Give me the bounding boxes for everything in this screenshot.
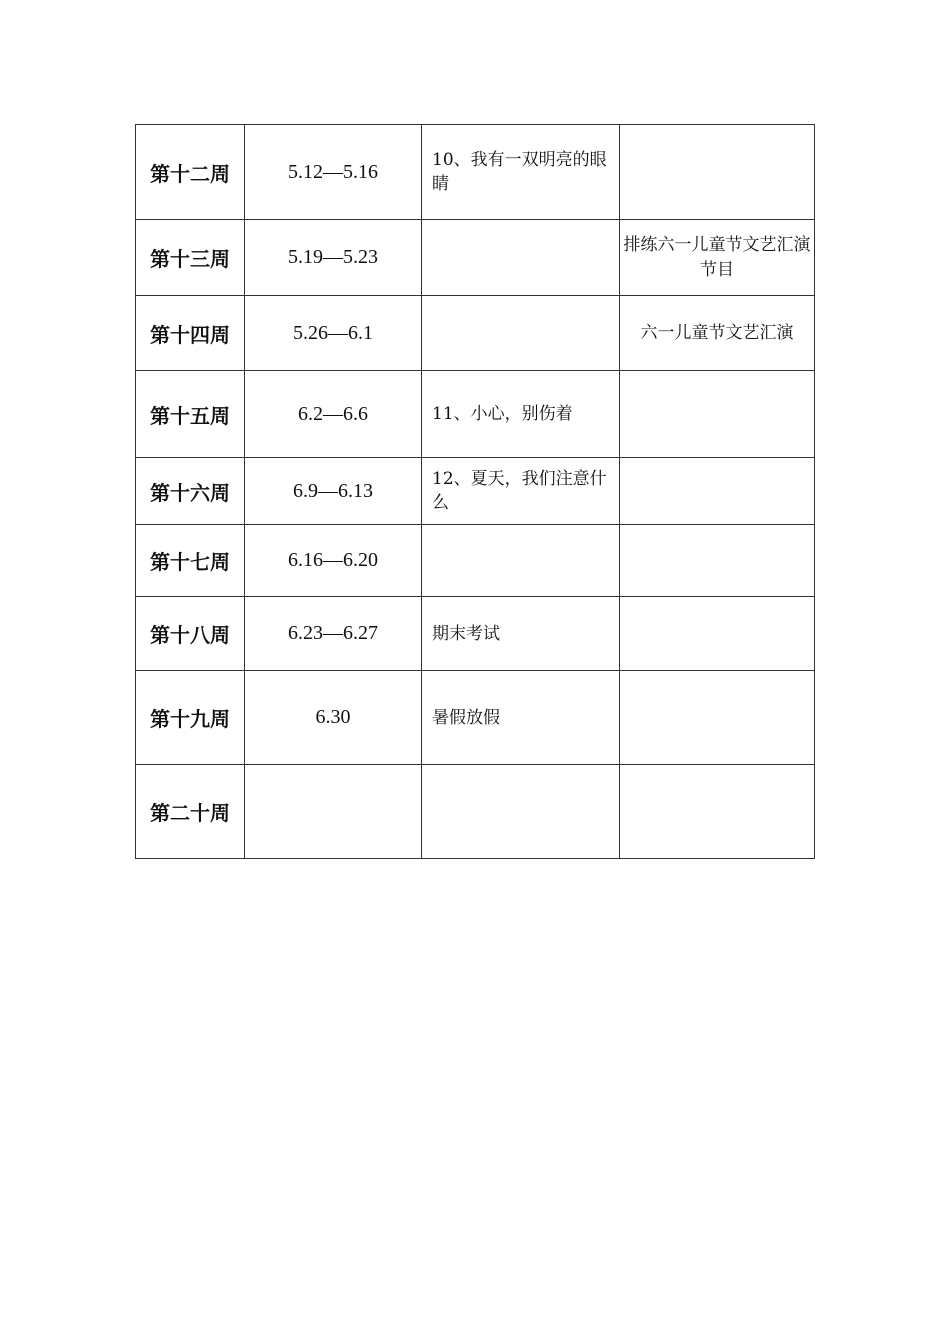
table-row xyxy=(136,525,815,597)
table-row xyxy=(136,371,815,458)
activity-cell xyxy=(620,125,815,220)
table-row xyxy=(136,220,815,296)
activity-cell xyxy=(620,525,815,597)
activity-cell xyxy=(620,765,815,859)
date-range-cell: 5.12—5.16 xyxy=(245,125,422,220)
date-range-cell: 6.30 xyxy=(245,671,422,765)
table-row xyxy=(136,671,815,765)
activity-cell xyxy=(620,671,815,765)
table-row xyxy=(136,458,815,525)
week-cell: 第十二周 xyxy=(136,125,245,220)
table-row xyxy=(136,597,815,671)
week-cell: 第十六周 xyxy=(136,458,245,525)
week-cell: 第十七周 xyxy=(136,525,245,597)
date-range-cell xyxy=(245,765,422,859)
week-cell: 第十三周 xyxy=(136,220,245,296)
activity-cell xyxy=(620,458,815,525)
table-row xyxy=(136,296,815,371)
lesson-cell: 11、小心，别伤着 xyxy=(422,371,620,458)
date-range-cell: 6.2—6.6 xyxy=(245,371,422,458)
lesson-cell: 期末考试 xyxy=(422,597,620,671)
table-row xyxy=(136,125,815,220)
activity-cell xyxy=(620,597,815,671)
week-cell: 第二十周 xyxy=(136,765,245,859)
date-range-cell: 6.23—6.27 xyxy=(245,597,422,671)
date-range-cell: 5.19—5.23 xyxy=(245,220,422,296)
lesson-cell xyxy=(422,220,620,296)
activity-cell: 六一儿童节文艺汇演 xyxy=(620,296,815,371)
lesson-cell xyxy=(422,765,620,859)
date-range-cell: 6.9—6.13 xyxy=(245,458,422,525)
activity-cell: 排练六一儿童节文艺汇演节目 xyxy=(620,220,815,296)
lesson-cell xyxy=(422,525,620,597)
date-range-cell: 5.26—6.1 xyxy=(245,296,422,371)
week-cell: 第十九周 xyxy=(136,671,245,765)
week-cell: 第十五周 xyxy=(136,371,245,458)
table-row xyxy=(136,765,815,859)
lesson-cell: 12、夏天，我们注意什么 xyxy=(422,458,620,525)
schedule-table xyxy=(135,124,815,859)
activity-cell xyxy=(620,371,815,458)
lesson-cell: 暑假放假 xyxy=(422,671,620,765)
lesson-cell: 10、我有一双明亮的眼睛 xyxy=(422,125,620,220)
lesson-cell xyxy=(422,296,620,371)
week-cell: 第十四周 xyxy=(136,296,245,371)
week-cell: 第十八周 xyxy=(136,597,245,671)
date-range-cell: 6.16—6.20 xyxy=(245,525,422,597)
